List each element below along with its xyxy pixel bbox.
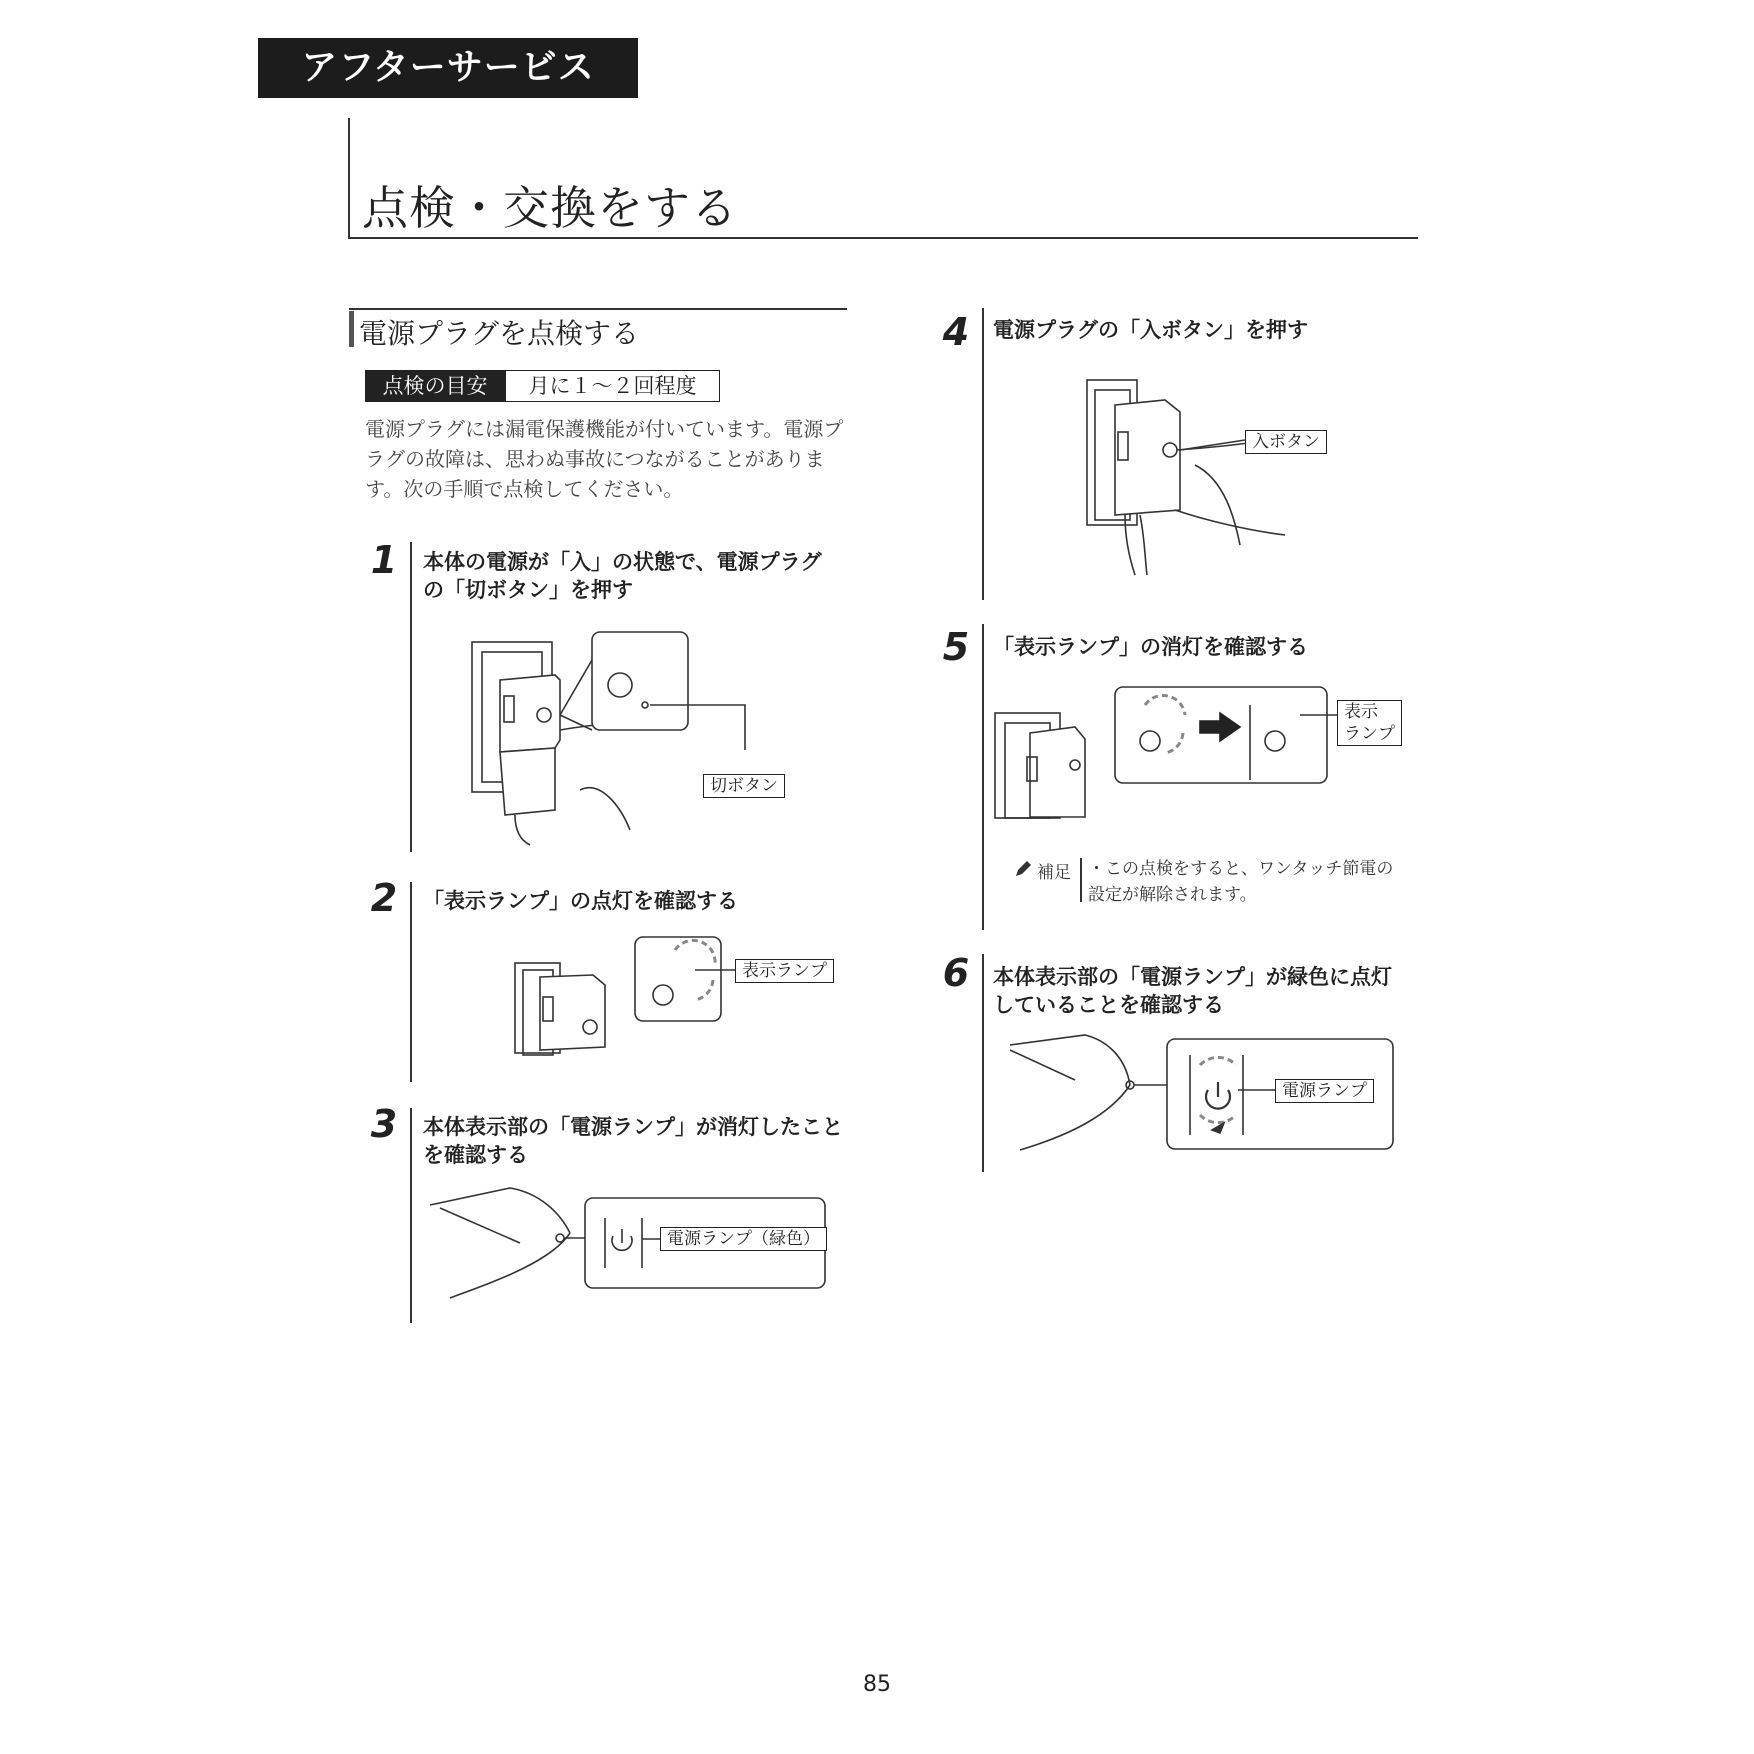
subsection-title: 電源プラグを点検する (359, 317, 640, 350)
step-5-number: 5 (942, 625, 970, 669)
step-4-illustration (1085, 370, 1405, 580)
pencil-icon (1014, 860, 1032, 878)
step-2-callout: 表示ランプ (735, 959, 834, 983)
subsection-marker (349, 311, 354, 347)
step-3-callout: 電源ランプ（緑色） (660, 1227, 827, 1251)
step-1-rule (410, 542, 412, 852)
step-2-illustration (515, 935, 835, 1055)
note-text: ・この点検をすると、ワンタッチ節電の設定が解除されます。 (1088, 859, 1394, 905)
page-title: 点検・交換をする (362, 181, 738, 235)
frequency-value: 月に１～２回程度 (505, 370, 720, 402)
step-6-number: 6 (942, 951, 970, 995)
step-1-callout: 切ボタン (703, 774, 785, 798)
section-tab: アフターサービス (258, 38, 638, 98)
step-4-rule (982, 308, 984, 600)
step-5-illustration (995, 685, 1335, 820)
step-1-illustration (460, 630, 820, 830)
step-6-text: 本体表示部の「電源ランプ」が緑色に点灯していることを確認する (993, 965, 1392, 1017)
step-6-callout: 電源ランプ (1275, 1079, 1374, 1103)
step-4-text: 電源プラグの「入ボタン」を押す (993, 318, 1308, 342)
intro-text: 電源プラグには漏電保護機能が付いています。電源プラグの故障は、思わぬ事故につながることがあります。次の手順で点検してください。 (365, 417, 844, 501)
step-3-number: 3 (370, 1102, 398, 1146)
title-vertical-rule (348, 118, 350, 238)
step-4-callout: 入ボタン (1245, 430, 1327, 454)
step-2-text: 「表示ランプ」の点灯を確認する (423, 889, 738, 913)
step-3-rule (410, 1108, 412, 1323)
step-4-number: 4 (942, 310, 970, 354)
step-3-text: 本体表示部の「電源ランプ」が消灯したことを確認する (423, 1115, 843, 1167)
step-5-rule (982, 624, 984, 930)
step-1-number: 1 (370, 538, 398, 582)
step-6-rule (982, 954, 984, 1172)
frequency-label: 点検の目安 (365, 370, 505, 402)
page-number: 85 (863, 1672, 891, 1697)
step-2-number: 2 (370, 876, 398, 920)
step-1-text: 本体の電源が「入」の状態で、電源プラグの「切ボタン」を押す (423, 550, 822, 602)
step-5-text: 「表示ランプ」の消灯を確認する (993, 635, 1308, 659)
note-divider (1080, 858, 1082, 902)
step-5-callout: 表示 ランプ (1337, 700, 1402, 746)
subsection-rule (349, 308, 847, 310)
note-label: 補足 (1037, 863, 1071, 883)
step-2-rule (410, 882, 412, 1082)
